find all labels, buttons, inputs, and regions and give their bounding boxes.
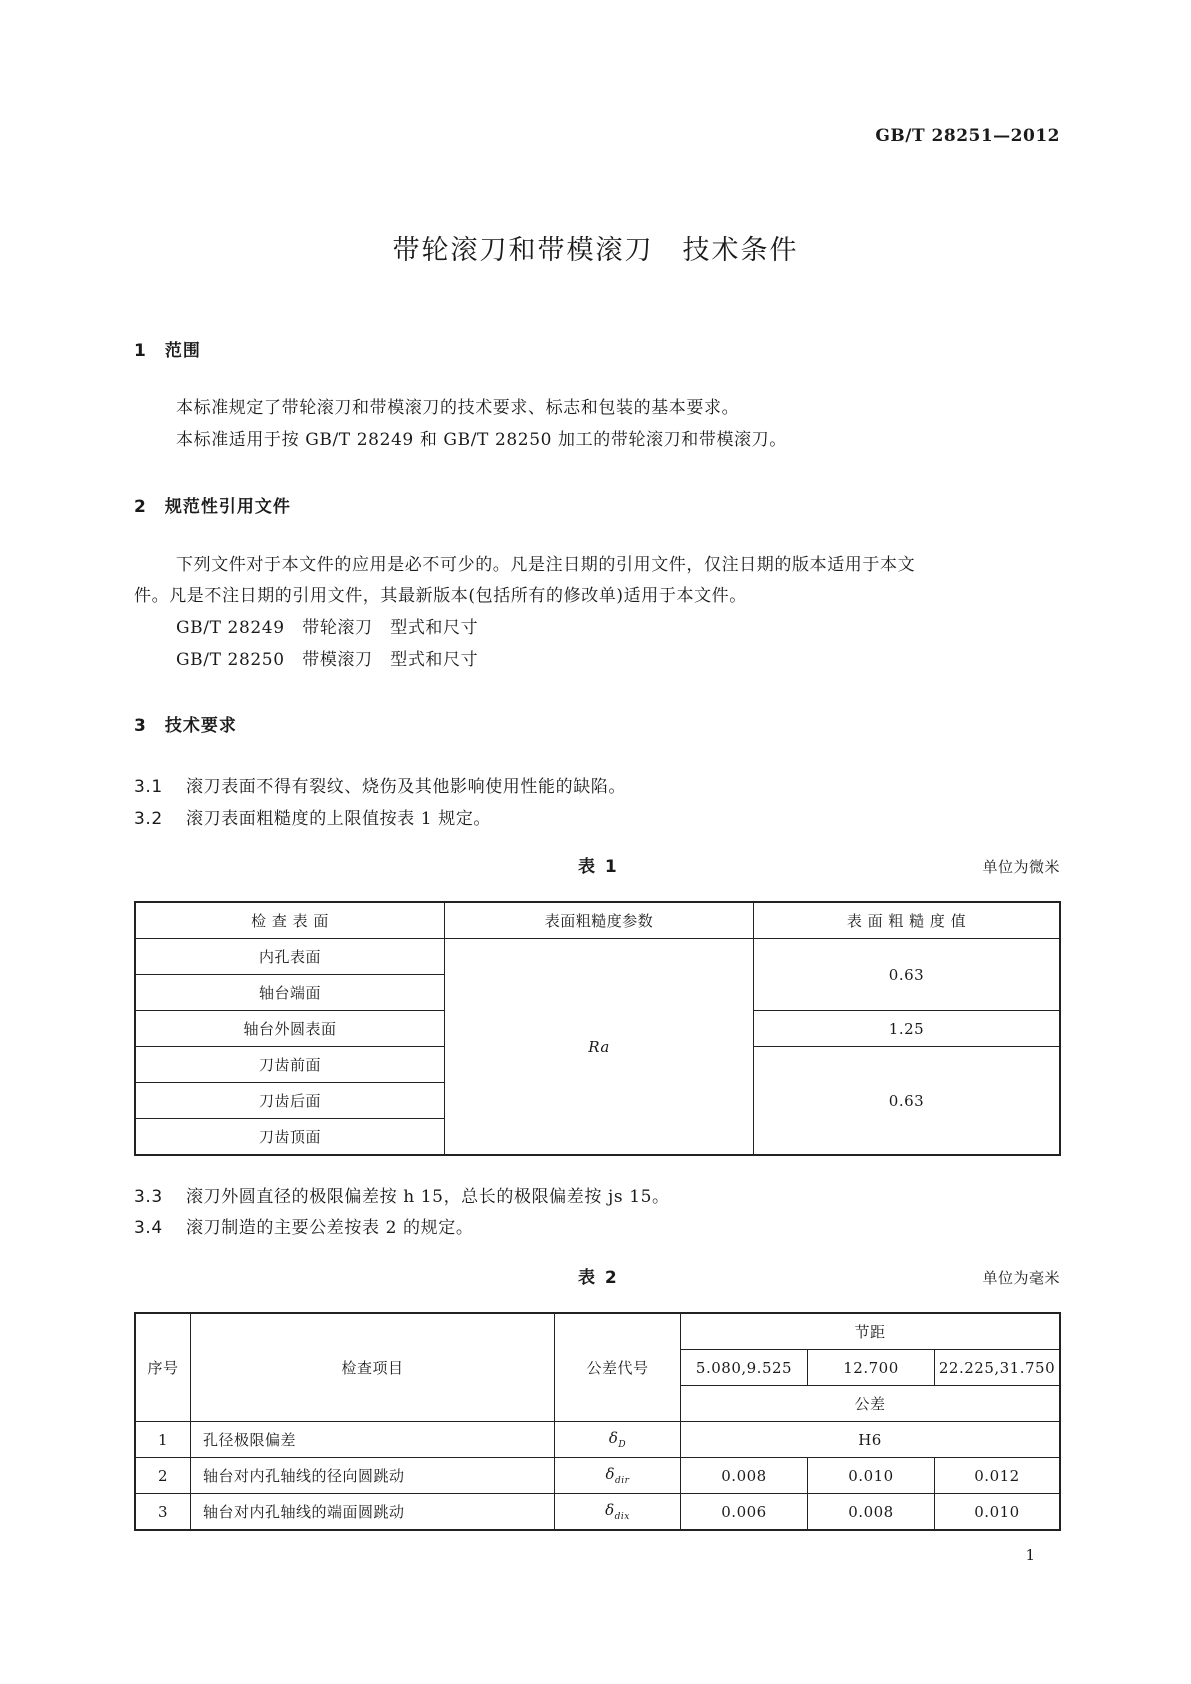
clause-3-2 — [134, 804, 491, 829]
tolerance-cell: 0.012 — [935, 1458, 1061, 1494]
surface-cell: 内孔表面 — [135, 939, 445, 975]
tolerance-cell: 0.010 — [935, 1494, 1061, 1531]
table-header-row — [135, 1313, 1060, 1350]
table-row — [135, 1494, 1060, 1531]
header-tolerance: 公差 — [681, 1386, 1061, 1422]
code-cell — [555, 1422, 681, 1458]
table-1-unit: 单位为微米 — [982, 858, 1060, 876]
table-header-row — [135, 902, 1060, 939]
pitch-cell: 22.225,31.750 — [935, 1350, 1061, 1386]
section-3-heading: 3 技术要求 — [134, 716, 237, 736]
tolerance-cell: 0.006 — [681, 1494, 808, 1531]
page-number: 1 — [1025, 1546, 1035, 1564]
table-row — [135, 1422, 1060, 1458]
reference-1: GB/T 28249 带轮滚刀 型式和尺寸 — [176, 618, 479, 638]
clause-text: 滚刀外圆直径的极限偏差按 h 15，总长的极限偏差按 js 15。 — [186, 1187, 670, 1207]
clause-3-3 — [134, 1182, 670, 1207]
clause-number: 3.1 — [134, 777, 163, 797]
code-subscript: dir — [615, 1476, 630, 1486]
item-cell: 轴台对内孔轴线的径向圆跳动 — [191, 1458, 555, 1494]
surface-cell: 轴台外圆表面 — [135, 1011, 445, 1047]
header-pitch: 节距 — [681, 1313, 1061, 1350]
section-2-intro-line-2: 件。凡是不注日期的引用文件，其最新版本(包括所有的修改单)适用于本文件。 — [134, 586, 747, 606]
surface-cell: 刀齿前面 — [135, 1047, 445, 1083]
pitch-cell: 5.080,9.525 — [681, 1350, 808, 1386]
tolerance-cell: 0.008 — [808, 1494, 935, 1531]
document-title: 带轮滚刀和带模滚刀 技术条件 — [392, 235, 799, 266]
seq-cell: 2 — [135, 1458, 191, 1494]
surface-cell: 刀齿顶面 — [135, 1119, 445, 1156]
clause-text: 滚刀表面粗糙度的上限值按表 1 规定。 — [186, 809, 492, 829]
code-symbol: δ — [608, 1429, 619, 1447]
clause-number: 3.3 — [134, 1187, 163, 1207]
table-2-unit: 单位为毫米 — [982, 1269, 1060, 1287]
seq-cell: 3 — [135, 1494, 191, 1531]
table-2-caption: 表 2 — [578, 1268, 619, 1288]
table-1-caption: 表 1 — [578, 857, 619, 877]
header-seq: 序号 — [135, 1313, 191, 1422]
code-subscript: D — [618, 1440, 627, 1450]
table-1 — [134, 901, 1061, 1156]
reference-2: GB/T 28250 带模滚刀 型式和尺寸 — [176, 650, 479, 670]
code-symbol: δ — [605, 1465, 616, 1483]
header-cell: 表面粗糙度参数 — [445, 902, 754, 939]
code-symbol: δ — [605, 1501, 615, 1519]
section-1-para-2: 本标准适用于按 GB/T 28249 和 GB/T 28250 加工的带轮滚刀和带模滚刀。 — [176, 430, 787, 450]
header-cell: 检 查 表 面 — [135, 902, 445, 939]
code-cell — [555, 1494, 681, 1531]
table-2 — [134, 1312, 1061, 1531]
seq-cell: 1 — [135, 1422, 191, 1458]
item-cell: 孔径极限偏差 — [191, 1422, 555, 1458]
clause-3-4 — [134, 1213, 473, 1238]
tolerance-cell: 0.010 — [808, 1458, 935, 1494]
header-item: 检查项目 — [191, 1313, 555, 1422]
roughness-value-cell: 0.63 — [754, 1047, 1061, 1156]
tolerance-cell: 0.008 — [681, 1458, 808, 1494]
surface-cell: 刀齿后面 — [135, 1083, 445, 1119]
pitch-cell: 12.700 — [808, 1350, 935, 1386]
roughness-value-cell: 1.25 — [754, 1011, 1061, 1047]
code-subscript: dix — [614, 1512, 630, 1522]
section-1-para-1: 本标准规定了带轮滚刀和带模滚刀的技术要求、标志和包装的基本要求。 — [176, 398, 740, 418]
section-2-heading: 2 规范性引用文件 — [134, 497, 291, 517]
code-cell — [555, 1458, 681, 1494]
clause-number: 3.2 — [134, 809, 163, 829]
roughness-param-cell: Ra — [445, 939, 754, 1156]
clause-text: 滚刀表面不得有裂纹、烧伤及其他影响使用性能的缺陷。 — [186, 777, 626, 797]
tolerance-cell: H6 — [681, 1422, 1061, 1458]
surface-cell: 轴台端面 — [135, 975, 445, 1011]
roughness-value-cell: 0.63 — [754, 939, 1061, 1011]
clause-text: 滚刀制造的主要公差按表 2 的规定。 — [186, 1218, 474, 1238]
section-2-intro-line-1: 下列文件对于本文件的应用是必不可少的。凡是注日期的引用文件，仅注日期的版本适用于本文 — [176, 555, 916, 575]
table-row — [135, 939, 1060, 975]
table-row — [135, 1458, 1060, 1494]
header-cell: 表 面 粗 糙 度 值 — [754, 902, 1061, 939]
clause-number: 3.4 — [134, 1218, 163, 1238]
clause-3-1 — [134, 772, 626, 797]
standard-code: GB/T 28251—2012 — [875, 126, 1060, 146]
header-code: 公差代号 — [555, 1313, 681, 1422]
section-1-heading: 1 范围 — [134, 341, 201, 361]
item-cell: 轴台对内孔轴线的端面圆跳动 — [191, 1494, 555, 1531]
